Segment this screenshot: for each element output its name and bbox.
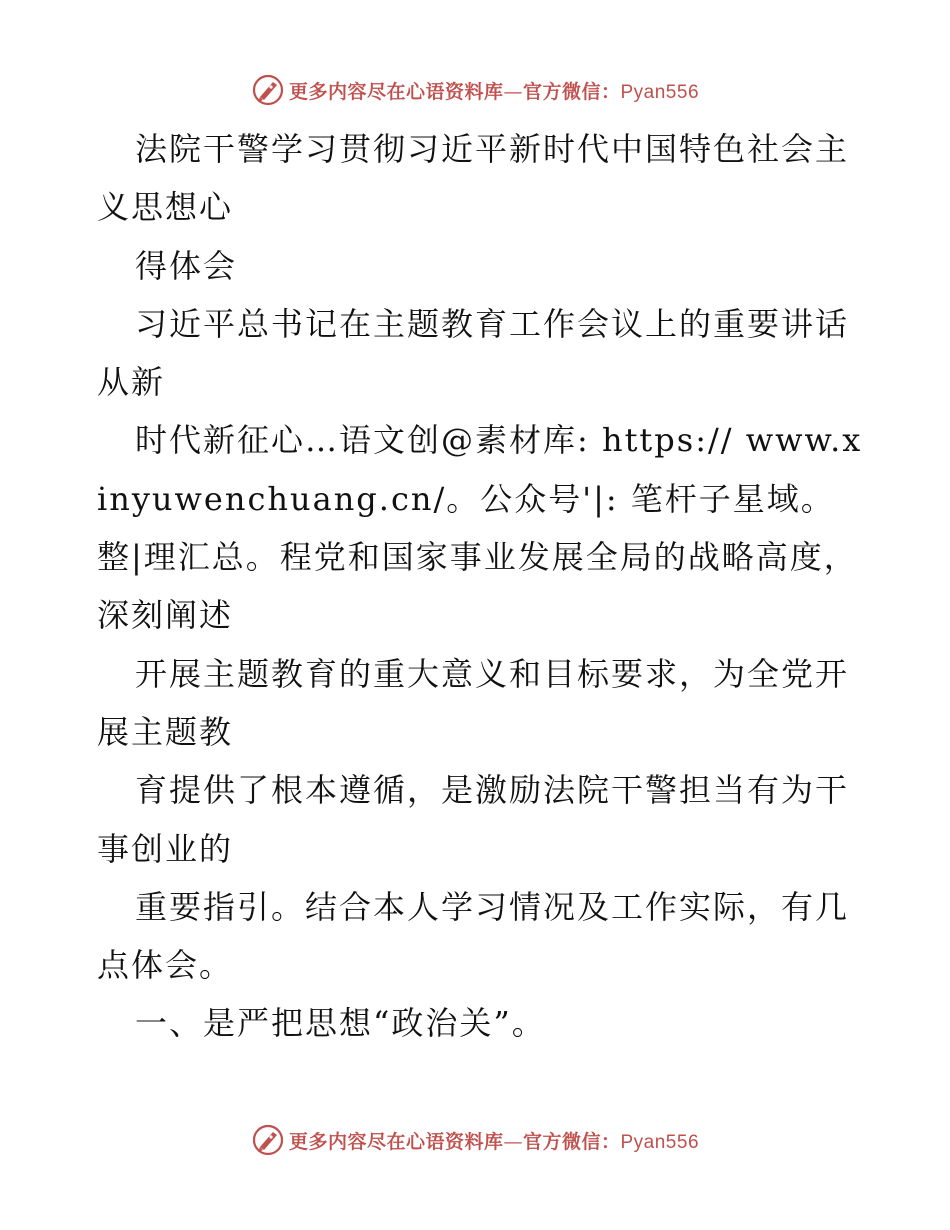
- banner-brand: 更多内容尽在心语资料库: [288, 80, 504, 103]
- paragraph: 开展主题教育的重大意义和目标要求，为全党开展主题教: [97, 654, 850, 751]
- paragraph-title: 法院干警学习贯彻习近平新时代中国特色社会主义思想心: [97, 130, 850, 227]
- paragraph: 习近平总书记在主题教育工作会议上的重要讲话从新: [97, 304, 850, 402]
- banner-wechat-id: Pyan556: [620, 81, 700, 103]
- header-banner: [0, 70, 950, 110]
- banner-dash: —: [503, 1130, 523, 1153]
- pen-nib-logo-icon: [251, 73, 285, 107]
- banner-wechat-label: 官方微信：: [522, 1130, 621, 1153]
- banner-wechat-label: 官方微信：: [522, 80, 621, 103]
- banner-text: [289, 77, 699, 104]
- banner-wechat-id: Pyan556: [620, 1131, 700, 1153]
- banner-brand: 更多内容尽在心语资料库: [288, 1130, 504, 1153]
- document-body: [97, 120, 867, 1053]
- pen-nib-logo-icon: [251, 1123, 285, 1157]
- paragraph: 育提供了根本遵循，是激励法院干警担当有为干事创业的: [97, 771, 850, 868]
- paragraph: 重要指引。结合本人学习情况及工作实际，有几点体会。: [97, 887, 850, 985]
- footer-banner: [0, 1120, 950, 1160]
- paragraph: 时代新征心…语文创@素材库: https:// www.xinyuwenchuang.cn/。公众号'|: 笔杆子星域。整|理汇总。程党和国家事业发展全局的战略高度，深刻阐述: [97, 421, 863, 635]
- banner-dash: —: [503, 80, 523, 103]
- banner-text: [289, 1127, 699, 1154]
- section-heading: 一、是严把思想“政治关”。: [135, 1004, 546, 1043]
- paragraph-title-cont: 得体会: [135, 246, 238, 285]
